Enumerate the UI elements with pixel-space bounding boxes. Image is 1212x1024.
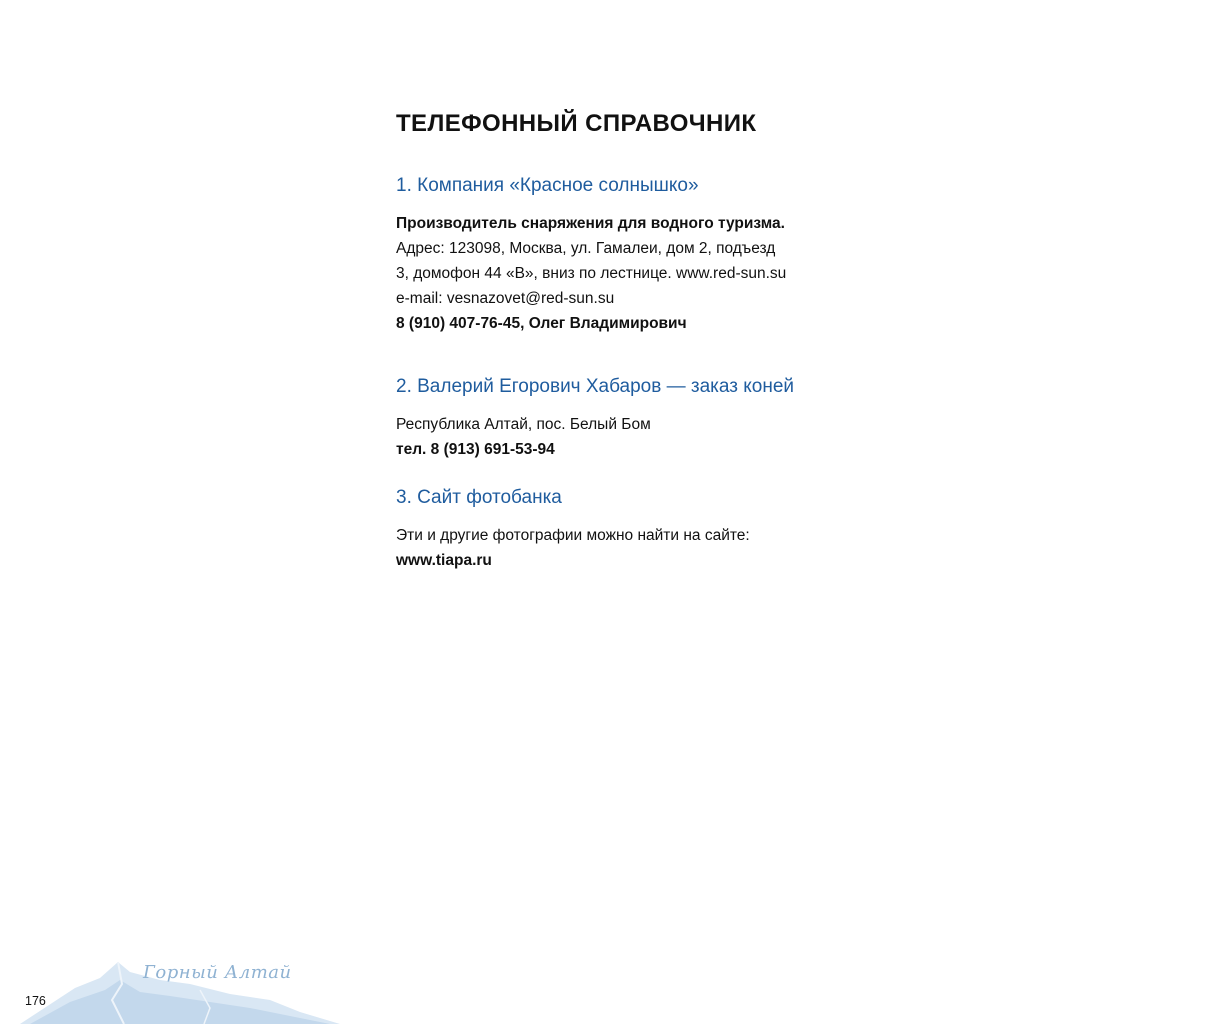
entry-address-line: 3, домофон 44 «В», вниз по лестнице. www.red-sun.su bbox=[396, 265, 787, 282]
page-number: 176 bbox=[25, 994, 46, 1008]
entry-heading: 1. Компания «Красное солнышко» bbox=[396, 175, 699, 196]
entry-website: www.tiapa.ru bbox=[396, 552, 492, 569]
entry-description: Производитель снаряжения для водного туризма. bbox=[396, 215, 785, 232]
entry-address: Республика Алтай, пос. Белый Бом bbox=[396, 416, 651, 433]
entry-email: e-mail: vesnazovet@red-sun.su bbox=[396, 290, 615, 307]
entry-phone: 8 (910) 407-76-45, Олег Владимирович bbox=[396, 315, 687, 332]
brand-logo: Горный Алтай bbox=[143, 962, 292, 983]
entry-description: Эти и другие фотографии можно найти на сайте: bbox=[396, 527, 750, 544]
directory-entry-horses bbox=[396, 376, 794, 462]
entry-heading: 2. Валерий Егорович Хабаров — заказ коней bbox=[396, 376, 795, 397]
page-title: ТЕЛЕФОННЫЙ СПРАВОЧНИК bbox=[396, 110, 757, 137]
directory-entry-photobank bbox=[396, 487, 750, 573]
entry-phone: тел. 8 (913) 691-53-94 bbox=[396, 441, 555, 458]
entry-heading: 3. Сайт фотобанка bbox=[396, 487, 562, 508]
directory-entry-company bbox=[396, 175, 786, 336]
entry-address-line: Адрес: 123098, Москва, ул. Гамалеи, дом 2, подъезд bbox=[396, 240, 776, 257]
